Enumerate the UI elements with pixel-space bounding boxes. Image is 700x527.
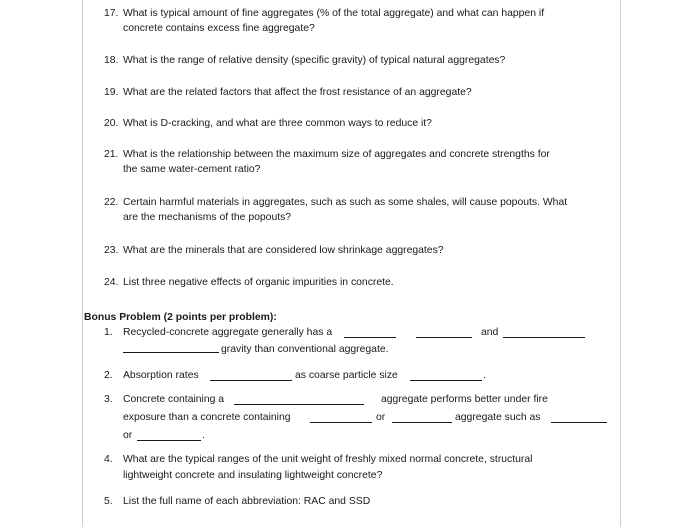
page-border-right [620, 0, 621, 527]
question-number: 18. [104, 55, 119, 66]
bonus-text: aggregate performs better under fire [381, 394, 548, 405]
bonus-number: 3. [104, 394, 113, 405]
answer-blank[interactable] [137, 431, 201, 441]
answer-blank[interactable] [344, 328, 396, 338]
question-text-line: What is the range of relative density (specific gravity) of typical natural aggregates? [123, 55, 506, 66]
question-number: 21. [104, 149, 119, 160]
bonus-text: . [202, 430, 205, 441]
answer-blank[interactable] [123, 343, 219, 353]
question-text-line: What is the relationship between the maximum size of aggregates and concrete strengths for [123, 149, 550, 160]
bonus-number: 1. [104, 327, 113, 338]
bonus-title: Bonus Problem (2 points per problem): [84, 312, 277, 323]
answer-blank[interactable] [503, 328, 585, 338]
answer-blank[interactable] [410, 371, 482, 381]
bonus-text: exposure than a concrete containing [123, 412, 291, 423]
bonus-number: 4. [104, 454, 113, 465]
answer-blank[interactable] [551, 413, 607, 423]
question-number: 23. [104, 245, 119, 256]
page-border-left [82, 0, 83, 527]
bonus-number: 5. [104, 496, 113, 507]
question-text-line: are the mechanisms of the popouts? [123, 212, 292, 223]
question-text-line: Certain harmful materials in aggregates, such as such as some shales, will cause popouts. What [123, 197, 568, 208]
question-text-line: concrete contains excess fine aggregate? [123, 23, 315, 34]
bonus-text: Absorption rates [123, 370, 199, 381]
bonus-text: and [481, 327, 499, 338]
bonus-text: Recycled-concrete aggregate generally has a [123, 327, 333, 338]
bonus-text: as coarse particle size [295, 370, 398, 381]
answer-blank[interactable] [392, 413, 452, 423]
answer-blank[interactable] [310, 413, 372, 423]
bonus-text-line: List the full name of each abbreviation: RAC and SSD [123, 496, 371, 507]
bonus-text-line: lightweight concrete and insulating lightweight concrete? [123, 470, 383, 481]
question-number: 22. [104, 197, 119, 208]
answer-blank[interactable] [416, 328, 472, 338]
bonus-text: aggregate such as [455, 412, 541, 423]
bonus-text: Concrete containing a [123, 394, 225, 405]
question-text-line: List three negative effects of organic impurities in concrete. [123, 277, 394, 288]
bonus-text: or [123, 430, 133, 441]
answer-blank[interactable] [210, 371, 292, 381]
question-text-line: What are the related factors that affect the frost resistance of an aggregate? [123, 87, 472, 98]
question-number: 19. [104, 87, 119, 98]
question-number: 17. [104, 8, 119, 19]
question-text-line: What are the minerals that are considered low shrinkage aggregates? [123, 245, 444, 256]
bonus-text: gravity than conventional aggregate. [221, 344, 389, 355]
bonus-text-line: What are the typical ranges of the unit weight of freshly mixed normal concrete, structural [123, 454, 533, 465]
bonus-text: . [483, 370, 486, 381]
answer-blank[interactable] [234, 395, 364, 405]
question-text-line: the same water-cement ratio? [123, 164, 261, 175]
question-number: 20. [104, 118, 119, 129]
question-number: 24. [104, 277, 119, 288]
bonus-number: 2. [104, 370, 113, 381]
question-text-line: What is D-cracking, and what are three common ways to reduce it? [123, 118, 432, 129]
question-text-line: What is typical amount of fine aggregates (% of the total aggregate) and what can happen if [123, 8, 545, 19]
bonus-text: or [376, 412, 386, 423]
